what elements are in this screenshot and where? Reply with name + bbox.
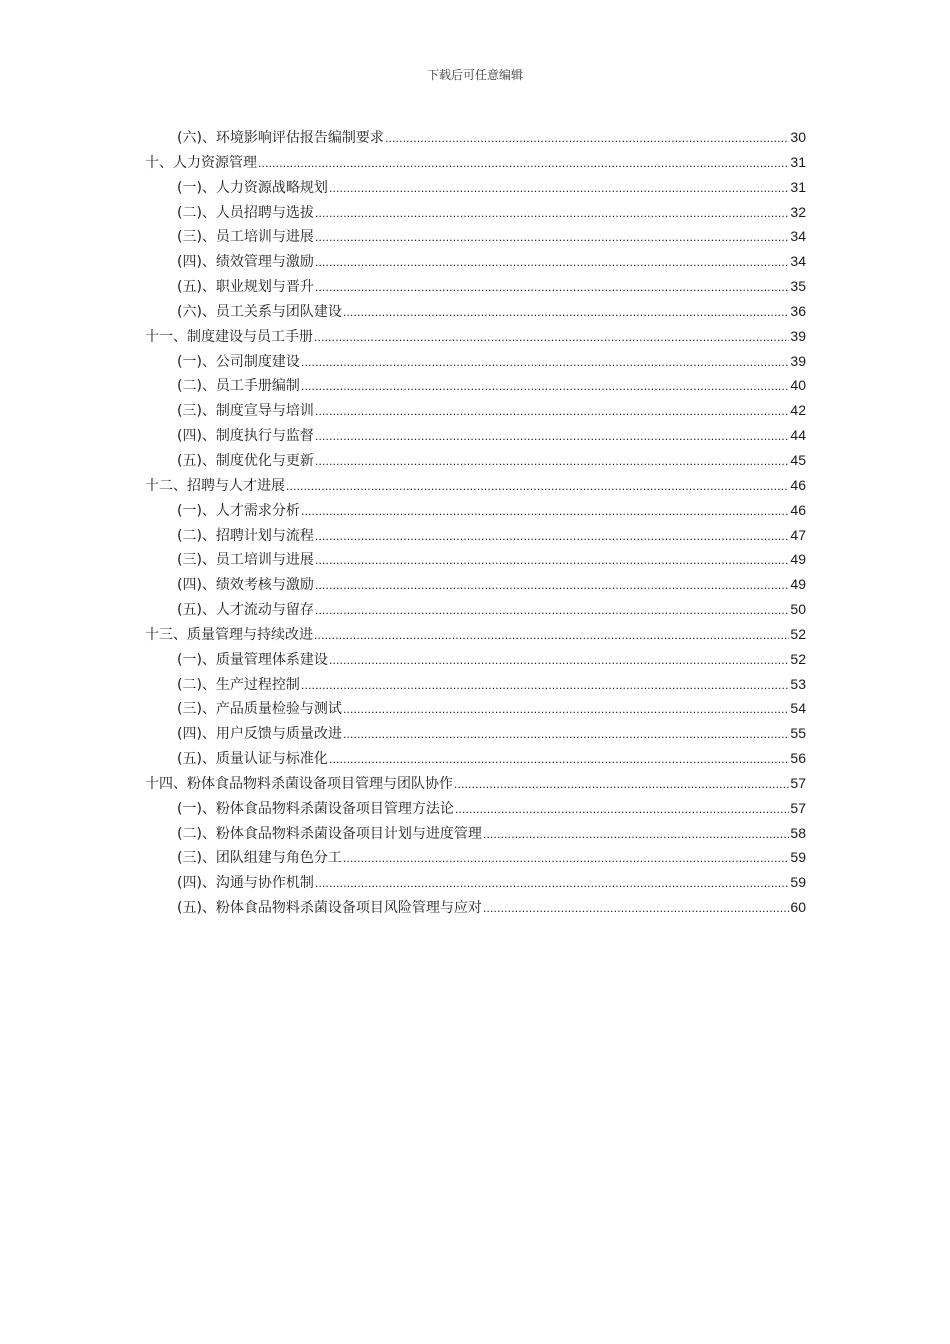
toc-entry-page-number: 39 <box>790 352 806 369</box>
toc-entry[interactable] <box>145 870 806 895</box>
toc-dot-leader <box>258 151 789 176</box>
toc-dot-leader <box>343 697 789 722</box>
toc-dot-leader <box>301 350 789 375</box>
toc-entry-page-number: 31 <box>790 153 806 170</box>
toc-entry-title: (二)、生产过程控制 <box>177 676 300 693</box>
toc-entry[interactable] <box>145 572 806 597</box>
toc-dot-leader <box>314 325 789 350</box>
toc-dot-leader <box>314 623 789 648</box>
toc-dot-leader <box>315 424 789 449</box>
toc-entry[interactable] <box>145 721 806 746</box>
toc-entry[interactable] <box>145 349 806 374</box>
toc-entry[interactable] <box>145 547 806 572</box>
toc-entry-title: (五)、制度优化与更新 <box>177 452 314 469</box>
toc-entry[interactable] <box>145 771 806 796</box>
toc-entry-page-number: 45 <box>790 451 806 468</box>
toc-entry-page-number: 35 <box>790 278 806 295</box>
toc-entry-title: 十二、招聘与人才进展 <box>145 477 285 494</box>
table-of-contents <box>145 125 806 920</box>
toc-entry[interactable] <box>145 821 806 846</box>
toc-dot-leader <box>315 201 789 226</box>
toc-entry[interactable] <box>145 523 806 548</box>
toc-dot-leader <box>315 449 789 474</box>
toc-dot-leader <box>301 673 789 698</box>
toc-entry[interactable] <box>145 696 806 721</box>
toc-entry-page-number: 47 <box>790 526 806 543</box>
toc-entry-title: (一)、人力资源战略规划 <box>177 179 328 196</box>
toc-entry-title: (六)、环境影响评估报告编制要求 <box>177 130 384 146</box>
toc-entry-title: (四)、用户反馈与质量改进 <box>177 726 342 743</box>
toc-entry-title: (二)、人员招聘与选拔 <box>177 204 314 221</box>
toc-entry-title: (一)、公司制度建设 <box>177 353 300 370</box>
toc-entry-title: (四)、制度执行与监督 <box>177 428 314 445</box>
toc-entry-page-number: 55 <box>790 725 806 742</box>
toc-entry[interactable] <box>145 796 806 821</box>
toc-dot-leader <box>301 374 789 399</box>
toc-entry-title: (五)、人才流动与留存 <box>177 602 314 619</box>
toc-entry-page-number: 44 <box>790 427 806 444</box>
toc-entry-title: (一)、质量管理体系建设 <box>177 651 328 668</box>
toc-entry-title: 十四、粉体食品物料杀菌设备项目管理与团队协作 <box>145 775 453 792</box>
toc-entry[interactable] <box>145 224 806 249</box>
toc-dot-leader <box>315 225 789 250</box>
toc-entry-page-number: 59 <box>790 874 806 891</box>
toc-entry[interactable] <box>145 373 806 398</box>
toc-entry[interactable] <box>145 299 806 324</box>
toc-dot-leader <box>315 573 789 598</box>
toc-entry-page-number: 40 <box>790 377 806 394</box>
toc-entry-page-number: 31 <box>790 178 806 195</box>
toc-dot-leader <box>329 747 789 772</box>
toc-entry-page-number: 49 <box>790 551 806 568</box>
toc-entry-page-number: 54 <box>790 700 806 717</box>
toc-entry[interactable] <box>145 324 806 349</box>
toc-entry-page-number: 46 <box>790 476 806 493</box>
toc-entry[interactable] <box>145 845 806 870</box>
toc-dot-leader <box>483 822 789 847</box>
toc-entry[interactable] <box>145 423 806 448</box>
toc-entry[interactable] <box>145 249 806 274</box>
toc-entry-title: 十一、制度建设与员工手册 <box>145 328 313 345</box>
toc-entry-title: (一)、粉体食品物料杀菌设备项目管理方法论 <box>177 800 454 817</box>
toc-entry-title: (五)、职业规划与晋升 <box>177 279 314 296</box>
toc-entry[interactable] <box>145 672 806 697</box>
toc-entry-title: (三)、员工培训与进展 <box>177 229 314 246</box>
toc-entry-page-number: 39 <box>790 327 806 344</box>
toc-entry-title: (二)、招聘计划与流程 <box>177 527 314 544</box>
toc-entry-title: (三)、团队组建与角色分工 <box>177 850 342 867</box>
toc-entry-page-number: 42 <box>790 402 806 419</box>
toc-entry[interactable] <box>145 895 806 920</box>
toc-entry-page-number: 57 <box>790 799 806 816</box>
toc-dot-leader <box>315 871 789 896</box>
toc-entry-page-number: 50 <box>790 601 806 618</box>
toc-dot-leader <box>315 598 789 623</box>
toc-entry[interactable] <box>145 448 806 473</box>
toc-dot-leader <box>483 896 789 921</box>
toc-entry-page-number: 58 <box>790 824 806 841</box>
toc-entry-title: (三)、产品质量检验与测试 <box>177 701 342 718</box>
toc-dot-leader <box>343 722 789 747</box>
toc-dot-leader <box>315 548 789 573</box>
toc-entry-page-number: 60 <box>790 899 806 916</box>
toc-entry[interactable] <box>145 647 806 672</box>
toc-entry[interactable] <box>145 473 806 498</box>
toc-entry[interactable] <box>145 150 806 175</box>
toc-entry-title: (五)、粉体食品物料杀菌设备项目风险管理与应对 <box>177 900 482 917</box>
toc-entry[interactable] <box>145 200 806 225</box>
toc-entry-page-number: 30 <box>790 129 806 145</box>
toc-dot-leader <box>301 499 789 524</box>
toc-entry-title: (六)、员工关系与团队建设 <box>177 303 342 320</box>
toc-entry[interactable] <box>145 622 806 647</box>
toc-entry-title: 十、人力资源管理 <box>145 154 257 171</box>
toc-dot-leader <box>315 524 789 549</box>
toc-entry[interactable] <box>145 175 806 200</box>
toc-entry-page-number: 49 <box>790 576 806 593</box>
toc-entry[interactable] <box>145 125 806 150</box>
toc-entry[interactable] <box>145 746 806 771</box>
toc-entry-page-number: 32 <box>790 203 806 220</box>
toc-entry-page-number: 57 <box>790 774 806 791</box>
toc-entry-title: 十三、质量管理与持续改进 <box>145 626 313 643</box>
toc-entry-page-number: 34 <box>790 228 806 245</box>
toc-entry[interactable] <box>145 597 806 622</box>
toc-dot-leader <box>315 275 789 300</box>
toc-entry-title: (四)、沟通与协作机制 <box>177 875 314 892</box>
page-header: 下载后可任意编辑 <box>426 68 523 82</box>
toc-dot-leader <box>315 250 789 275</box>
toc-entry-page-number: 36 <box>790 302 806 319</box>
toc-entry-title: (二)、粉体食品物料杀菌设备项目计划与进度管理 <box>177 825 482 842</box>
toc-entry-title: (一)、人才需求分析 <box>177 502 300 519</box>
toc-dot-leader <box>286 474 789 499</box>
toc-entry[interactable] <box>145 274 806 299</box>
toc-entry[interactable] <box>145 498 806 523</box>
toc-entry-title: (三)、制度宣导与培训 <box>177 403 314 420</box>
toc-entry-page-number: 52 <box>790 650 806 667</box>
toc-dot-leader <box>329 648 789 673</box>
toc-dot-leader <box>343 300 789 325</box>
toc-entry-page-number: 46 <box>790 501 806 518</box>
toc-entry-page-number: 34 <box>790 253 806 270</box>
toc-dot-leader <box>329 176 789 201</box>
toc-entry-title: (三)、员工培训与进展 <box>177 552 314 569</box>
toc-dot-leader <box>343 846 789 871</box>
toc-dot-leader <box>385 126 789 151</box>
toc-entry-title: (二)、员工手册编制 <box>177 378 300 395</box>
toc-entry-page-number: 53 <box>790 675 806 692</box>
toc-entry-title: (五)、质量认证与标准化 <box>177 751 328 768</box>
toc-dot-leader <box>315 399 789 424</box>
toc-entry-page-number: 52 <box>790 625 806 642</box>
toc-entry-title: (四)、绩效考核与激励 <box>177 577 314 594</box>
toc-dot-leader <box>454 772 789 797</box>
toc-entry-title: (四)、绩效管理与激励 <box>177 254 314 271</box>
toc-entry[interactable] <box>145 398 806 423</box>
toc-entry-page-number: 59 <box>790 849 806 866</box>
toc-entry-page-number: 56 <box>790 750 806 767</box>
toc-dot-leader <box>455 797 789 822</box>
